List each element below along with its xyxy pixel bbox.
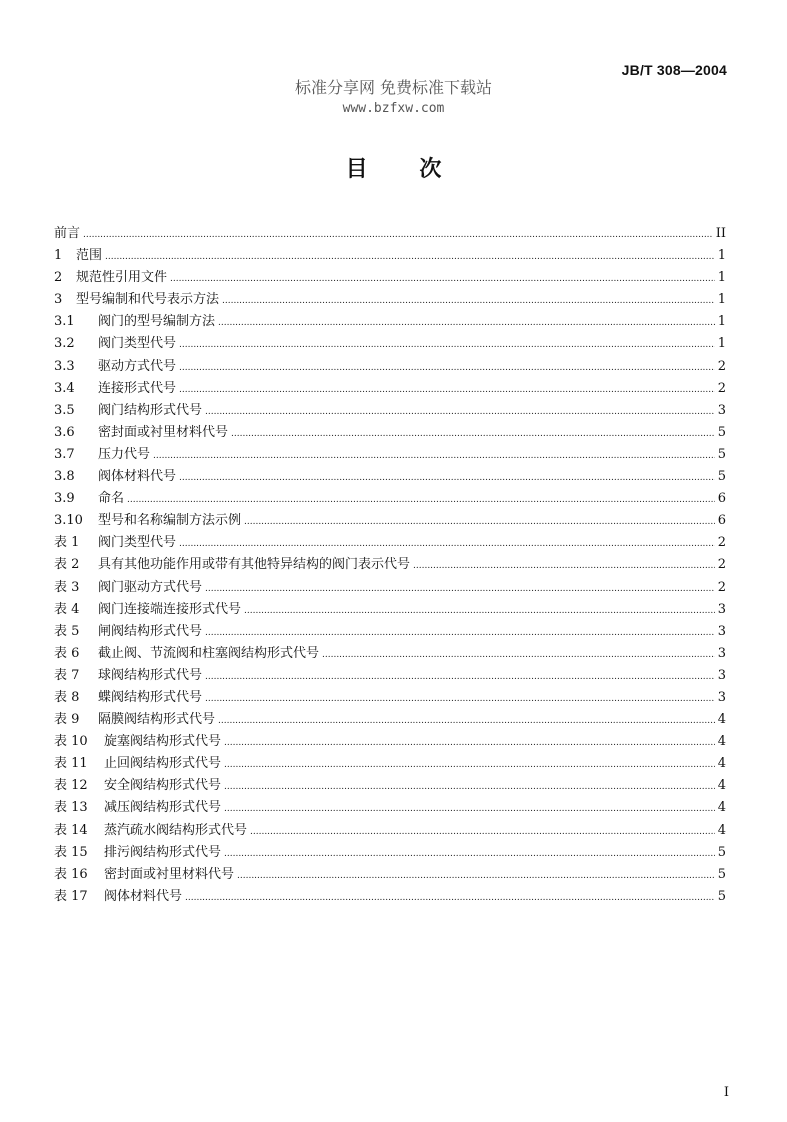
toc-entry-title: 范围 — [76, 248, 103, 264]
toc-leader-dots — [244, 511, 715, 533]
toc-entry-title: 阀门类型代号 — [98, 535, 177, 551]
toc-entry[interactable] — [54, 378, 726, 400]
toc-entry[interactable] — [54, 466, 726, 488]
toc-entry-number: 表 11 — [54, 756, 88, 772]
toc-entry-title: 驱动方式代号 — [98, 358, 177, 374]
toc-entry-page: 5 — [717, 424, 726, 440]
toc-entry-title: 阀门连接端连接形式代号 — [98, 601, 242, 617]
toc-leader-dots — [413, 555, 715, 577]
toc-entry-page: 2 — [717, 358, 726, 374]
toc-entry-page: 5 — [717, 844, 726, 860]
toc-entry[interactable] — [54, 400, 726, 422]
toc-entry-page: 4 — [717, 800, 726, 816]
toc-entry-number: 表 12 — [54, 778, 88, 794]
toc-leader-dots — [222, 290, 715, 312]
toc-entry[interactable] — [54, 797, 726, 819]
toc-entry-number: 3.8 — [54, 469, 75, 485]
toc-entry-page: 1 — [717, 292, 726, 308]
toc-entry-title: 闸阀结构形式代号 — [98, 623, 203, 639]
toc-entry-number: 3.1 — [54, 314, 75, 330]
watermark-url: www.bzfxw.com — [342, 101, 445, 116]
toc-entry[interactable] — [54, 621, 726, 643]
toc-entry[interactable] — [54, 422, 726, 444]
toc-entry-number: 表 9 — [54, 712, 80, 728]
toc-leader-dots — [153, 445, 715, 467]
toc-entry[interactable] — [54, 687, 726, 709]
toc-entry-number: 表 16 — [54, 866, 88, 882]
toc-entry-number: 3.2 — [54, 336, 75, 352]
toc-entry-title: 型号和名称编制方法示例 — [98, 513, 242, 529]
toc-entry[interactable] — [54, 864, 726, 886]
toc-leader-dots — [179, 334, 715, 356]
toc-entry-title: 隔膜阀结构形式代号 — [98, 712, 216, 728]
toc-leader-dots — [218, 710, 715, 732]
toc-entry-title: 阀体材料代号 — [98, 469, 177, 485]
watermark-site-name: 标准分享网 免费标准下载站 — [294, 78, 493, 97]
toc-leader-dots — [224, 776, 715, 798]
toc-leader-dots — [322, 644, 715, 666]
toc-entry-title: 密封面或衬里材料代号 — [98, 424, 229, 440]
toc-entry-number: 表 1 — [54, 535, 80, 551]
toc-entry-page: 5 — [717, 469, 726, 485]
toc-leader-dots — [205, 622, 715, 644]
toc-entry[interactable] — [54, 775, 726, 797]
toc-entry-number: 1 — [54, 248, 63, 264]
toc-leader-dots — [250, 821, 715, 843]
toc-entry-number: 3.9 — [54, 491, 75, 507]
toc-leader-dots — [224, 732, 715, 754]
toc-entry[interactable] — [54, 731, 726, 753]
toc-entry-number: 表 17 — [54, 888, 88, 904]
toc-entry-page: 3 — [717, 689, 726, 705]
toc-entry-number: 3.4 — [54, 380, 75, 396]
toc-entry-title: 阀体材料代号 — [104, 888, 183, 904]
toc-entry[interactable] — [54, 599, 726, 621]
toc-entry-title: 阀门驱动方式代号 — [98, 579, 203, 595]
toc-entry-title: 截止阀、节流阀和柱塞阀结构形式代号 — [98, 645, 320, 661]
toc-leader-dots — [244, 600, 715, 622]
toc-entry-title: 具有其他功能作用或带有其他特异结构的阀门表示代号 — [98, 557, 411, 573]
toc-entry-number: 表 2 — [54, 557, 80, 573]
toc-entry[interactable] — [54, 842, 726, 864]
toc-entry-page: 6 — [717, 513, 726, 529]
toc-entry-page: 3 — [717, 402, 726, 418]
toc-entry-title: 阀门类型代号 — [98, 336, 177, 352]
toc-entry[interactable] — [54, 820, 726, 842]
toc-entry-page: 4 — [717, 734, 726, 750]
watermark — [0, 78, 787, 118]
toc-entry-page: 5 — [717, 446, 726, 462]
toc-entry-number: 3.10 — [54, 513, 83, 529]
toc-leader-dots — [179, 467, 715, 489]
toc-entry-page: 3 — [717, 645, 726, 661]
toc-entry[interactable] — [54, 311, 726, 333]
toc-entry-number: 表 3 — [54, 579, 80, 595]
toc-entry-page: 5 — [717, 888, 726, 904]
toc-leader-dots — [224, 798, 715, 820]
toc-entry-number: 表 13 — [54, 800, 88, 816]
toc-entry[interactable] — [54, 510, 726, 532]
toc-entry-title: 命名 — [98, 491, 125, 507]
toc-entry-title: 阀门结构形式代号 — [98, 402, 203, 418]
toc-leader-dots — [83, 224, 713, 246]
toc-entry-number: 表 8 — [54, 689, 80, 705]
toc-entry-page: 3 — [717, 601, 726, 617]
toc-entry-page: 2 — [717, 380, 726, 396]
toc-entry-page: 3 — [717, 623, 726, 639]
toc-leader-dots — [218, 312, 715, 334]
page-title: 目 次 — [345, 157, 442, 182]
toc-entry-page: 1 — [717, 336, 726, 352]
toc-entry[interactable] — [54, 643, 726, 665]
toc-entry-page: II — [715, 226, 726, 241]
toc-entry[interactable] — [54, 532, 726, 554]
toc-entry-number: 3.5 — [54, 402, 75, 418]
toc-entry[interactable] — [54, 289, 726, 311]
toc-entry-page: 2 — [717, 557, 726, 573]
toc-entry-page: 4 — [717, 712, 726, 728]
toc-leader-dots — [205, 578, 715, 600]
toc-leader-dots — [231, 423, 715, 445]
toc-entry-page: 4 — [717, 756, 726, 772]
toc-entry-number: 3.7 — [54, 446, 75, 462]
toc-leader-dots — [105, 246, 715, 268]
toc-entry[interactable] — [54, 886, 726, 908]
toc-entry-number: 表 5 — [54, 623, 80, 639]
standard-code: JB/T 308—2004 — [621, 62, 727, 78]
toc-entry-title: 压力代号 — [98, 446, 151, 462]
toc-entry-number: 3 — [54, 292, 63, 308]
toc-entry-number: 表 4 — [54, 601, 80, 617]
toc-entry[interactable] — [54, 665, 726, 687]
toc-leader-dots — [237, 865, 715, 887]
toc-entry-title: 排污阀结构形式代号 — [104, 844, 222, 860]
toc-entry-title: 旋塞阀结构形式代号 — [104, 734, 222, 750]
toc-entry-page: 4 — [717, 822, 726, 838]
toc-entry-page: 3 — [717, 667, 726, 683]
toc-leader-dots — [179, 357, 715, 379]
toc-leader-dots — [205, 688, 715, 710]
toc-entry-page: 6 — [717, 491, 726, 507]
toc-entry[interactable] — [54, 356, 726, 378]
toc-entry-title: 密封面或衬里材料代号 — [104, 866, 235, 882]
toc-entry-page: 2 — [717, 579, 726, 595]
toc-entry[interactable] — [54, 554, 726, 576]
toc-entry-number: 表 14 — [54, 822, 88, 838]
toc-entry[interactable] — [54, 577, 726, 599]
toc-entry-title: 蒸汽疏水阀结构形式代号 — [104, 822, 248, 838]
toc-entry-page: 4 — [717, 778, 726, 794]
toc-entry[interactable] — [54, 245, 726, 267]
toc-entry-title: 型号编制和代号表示方法 — [76, 292, 220, 308]
toc-entry-page: 2 — [717, 535, 726, 551]
toc-entry-title: 蝶阀结构形式代号 — [98, 689, 203, 705]
toc-entry-number: 3.3 — [54, 358, 75, 374]
toc-entry-number: 表 6 — [54, 645, 80, 661]
toc-leader-dots — [185, 887, 715, 909]
toc-entry-title: 安全阀结构形式代号 — [104, 778, 222, 794]
toc-entry-page: 1 — [717, 270, 726, 286]
toc-entry-title: 连接形式代号 — [98, 380, 177, 396]
toc-entry-number: 2 — [54, 270, 63, 286]
toc-leader-dots — [179, 379, 715, 401]
toc-entry[interactable] — [54, 223, 726, 245]
toc-entry-page: 1 — [717, 248, 726, 264]
page-number: I — [723, 1085, 729, 1100]
toc-entry[interactable] — [54, 753, 726, 775]
toc-entry[interactable] — [54, 488, 726, 510]
toc-entry-title: 前言 — [54, 226, 81, 241]
toc-entry-title: 规范性引用文件 — [76, 270, 168, 286]
toc-entry-title: 阀门的型号编制方法 — [98, 314, 216, 330]
toc-entry[interactable] — [54, 709, 726, 731]
toc-leader-dots — [179, 533, 715, 555]
toc-entry-title: 球阀结构形式代号 — [98, 667, 203, 683]
toc-entry-title: 止回阀结构形式代号 — [104, 756, 222, 772]
toc-leader-dots — [224, 843, 715, 865]
toc-entry-number: 表 10 — [54, 734, 88, 750]
toc-entry-page: 1 — [717, 314, 726, 330]
table-of-contents — [54, 223, 726, 908]
toc-leader-dots — [224, 754, 715, 776]
toc-entry-page: 5 — [717, 866, 726, 882]
toc-leader-dots — [127, 489, 715, 511]
toc-entry[interactable] — [54, 333, 726, 355]
toc-entry[interactable] — [54, 267, 726, 289]
toc-entry-number: 表 15 — [54, 844, 88, 860]
toc-entry-number: 3.6 — [54, 424, 75, 440]
toc-leader-dots — [170, 268, 715, 290]
toc-entry-number: 表 7 — [54, 667, 80, 683]
toc-leader-dots — [205, 666, 715, 688]
toc-entry-title: 减压阀结构形式代号 — [104, 800, 222, 816]
toc-leader-dots — [205, 401, 715, 423]
toc-entry[interactable] — [54, 444, 726, 466]
